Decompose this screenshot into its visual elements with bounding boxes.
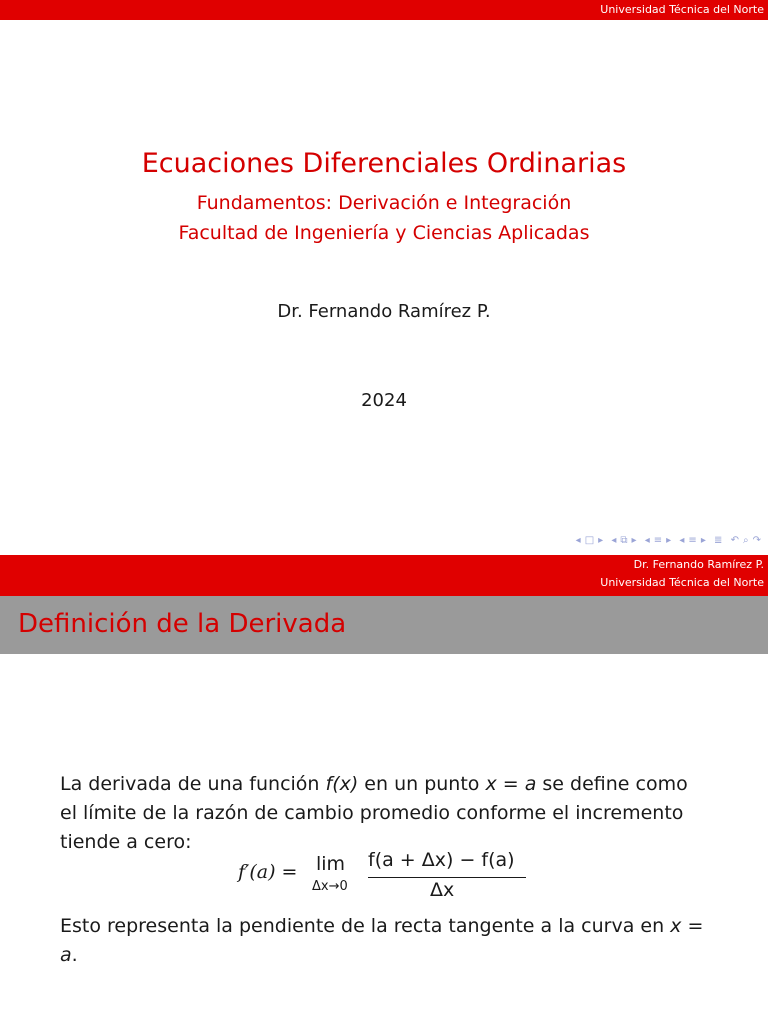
nav-next-arrow-icon[interactable]: ▸	[700, 535, 707, 546]
math-fx: f(x)	[325, 773, 359, 795]
frame-title-bar	[0, 596, 768, 654]
definition-slide	[0, 555, 768, 1024]
nav-back-icon[interactable]: ↶	[730, 535, 740, 546]
fraction-bar	[368, 877, 526, 878]
nav-forward-icon[interactable]: ↷	[752, 535, 762, 546]
presentation-subtitle: Fundamentos: Derivación e Integración	[196, 192, 572, 214]
formula-lim-subscript: Δx→0	[312, 879, 348, 894]
presentation-institute: Facultad de Ingeniería y Ciencias Aplicadas	[178, 222, 590, 244]
header-author: Dr. Fernando Ramírez P.	[633, 558, 764, 571]
presentation-author: Dr. Fernando Ramírez P.	[277, 301, 491, 322]
nav-prev-arrow-icon[interactable]: ◂	[679, 535, 686, 546]
formula-lhs: f′(a) =	[238, 861, 298, 883]
header-institution: Universidad Técnica del Norte	[600, 576, 764, 589]
header-institution: Universidad Técnica del Norte	[600, 3, 764, 16]
header-bar	[0, 0, 768, 20]
math-x-equals-a: x = a	[60, 915, 704, 966]
presentation-date: 2024	[361, 390, 407, 411]
definition-paragraph	[60, 770, 710, 857]
nav-toc-icon[interactable]: ≣	[714, 535, 724, 546]
paragraph-text: Esto representa la pendiente de la recta tangente a la curva en	[60, 915, 671, 937]
nav-prev-arrow-icon[interactable]: ◂	[644, 535, 651, 546]
nav-search-icon[interactable]: ⌕	[743, 535, 750, 546]
paragraph-text: .	[71, 944, 78, 966]
nav-next-arrow-icon[interactable]: ▸	[598, 535, 605, 546]
nav-section-icon[interactable]: ≡	[653, 535, 664, 546]
beamer-navigation-bar	[573, 535, 762, 546]
nav-section-icon[interactable]: ≡	[688, 535, 698, 546]
math-x-equals-a: x = a	[485, 773, 537, 795]
formula-numerator: f(a + Δx) − f(a)	[368, 849, 515, 871]
nav-subsection-icon[interactable]: ⧉	[620, 535, 629, 546]
formula-denominator: Δx	[430, 879, 455, 901]
nav-next-arrow-icon[interactable]: ▸	[631, 535, 638, 546]
paragraph-text: La derivada de una función	[60, 773, 326, 795]
paragraph-text: se define como el límite de la razón de cambio promedio conforme el incremento tiende a cero:	[60, 773, 688, 853]
paragraph-text: en un punto	[358, 773, 486, 795]
nav-prev-arrow-icon[interactable]: ◂	[575, 535, 582, 546]
nav-frame-icon[interactable]: □	[584, 535, 596, 546]
header-bar	[0, 555, 768, 596]
nav-prev-arrow-icon[interactable]: ◂	[611, 535, 618, 546]
interpretation-paragraph	[60, 912, 710, 970]
frame-title: Definición de la Derivada	[18, 609, 347, 639]
nav-next-arrow-icon[interactable]: ▸	[666, 535, 673, 546]
presentation-title: Ecuaciones Diferenciales Ordinarias	[141, 148, 627, 179]
formula-lim: lim	[316, 853, 346, 875]
